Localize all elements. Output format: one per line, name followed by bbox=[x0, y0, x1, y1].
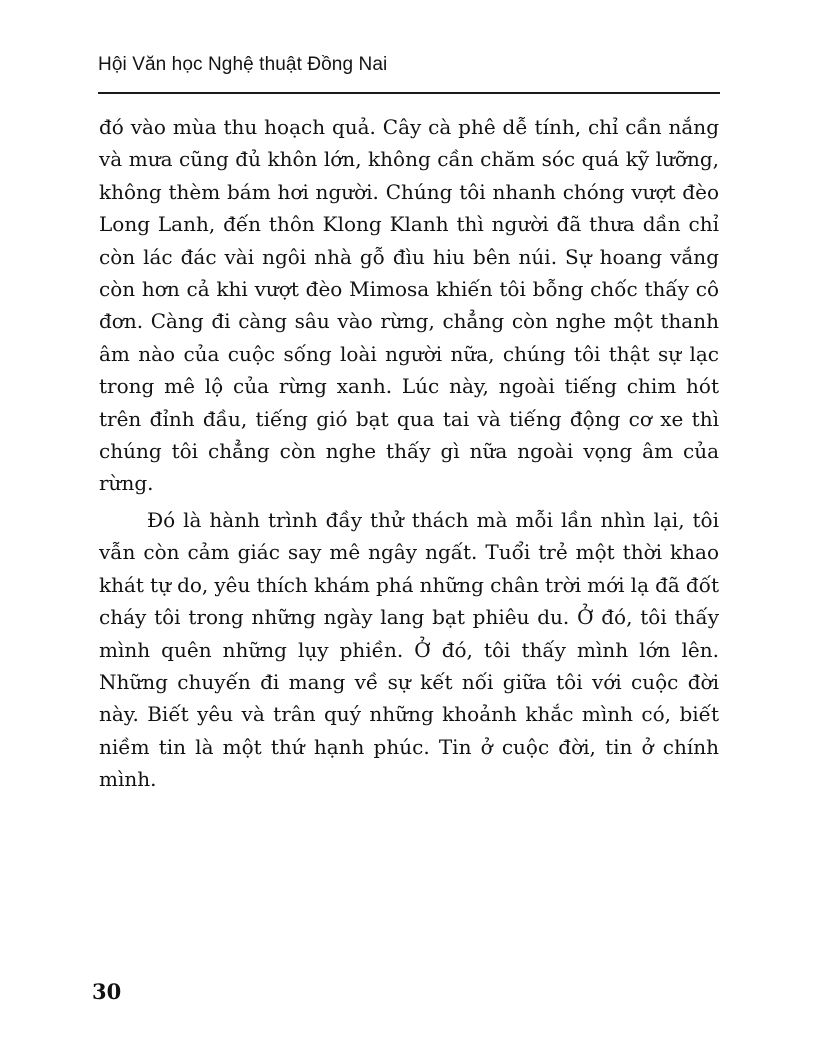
page-body bbox=[99, 111, 719, 796]
paragraph-1: đó vào mùa thu hoạch quả. Cây cà phê dễ tính, chỉ cần nắng và mưa cũng đủ khôn lớn, không cần chăm sóc quá kỹ lưỡng, không thèm bám hơi người. Chúng tôi nhanh chóng vượt đèo Long Lanh, đến thôn Klong Klanh thì người đã thưa dần chỉ còn lác đác vài ngôi nhà gỗ đìu hiu bên núi. Sự hoang vắng còn hơn cả khi vượt đèo Mimosa khiến tôi bỗng chốc thấy cô đơn. Càng đi càng sâu vào rừng, chẳng còn nghe một thanh âm nào của cuộc sống loài người nữa, chúng tôi thật sự lạc trong mê lộ của rừng xanh. Lúc này, ngoài tiếng chim hót trên đỉnh đầu, tiếng gió bạt qua tai và tiếng động cơ xe thì chúng tôi chẳng còn nghe thấy gì nữa ngoài vọng âm của rừng. bbox=[99, 115, 719, 496]
running-header: Hội Văn học Nghệ thuật Đồng Nai bbox=[98, 54, 388, 75]
header-divider bbox=[98, 92, 720, 94]
paragraph-2: Đó là hành trình đầy thử thách mà mỗi lần nhìn lại, tôi vẫn còn cảm giác say mê ngây ngất. Tuổi trẻ một thời khao khát tự do, yêu thích khám phá những chân trời mới lạ đã đốt cháy tôi trong những ngày lang bạt phiêu du. Ở đó, tôi thấy mình quên những lụy phiền. Ở đó, tôi thấy mình lớn lên. Những chuyến đi mang về sự kết nối giữa tôi với cuộc đời này. Biết yêu và trân quý những khoảnh khắc mình có, biết niềm tin là một thứ hạnh phúc. Tin ở cuộc đời, tin ở chính mình. bbox=[99, 507, 719, 792]
page-number: 30 bbox=[92, 979, 122, 1004]
